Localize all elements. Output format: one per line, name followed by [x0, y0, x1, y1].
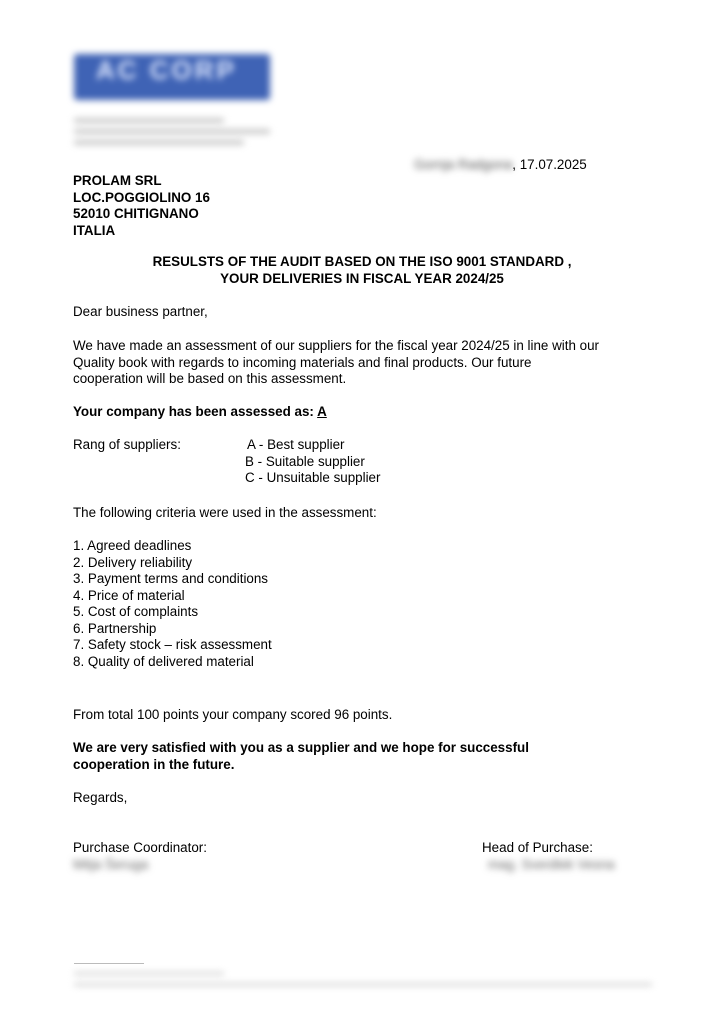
- intro-paragraph: [73, 338, 599, 388]
- recipient-company: PROLAM SRL: [73, 173, 162, 188]
- regards: Regards,: [73, 790, 128, 805]
- ranking-list: [245, 437, 380, 487]
- signature-right: [482, 840, 615, 873]
- criteria-intro: The following criteria were used in the assessment:: [73, 505, 377, 520]
- closing-line: We are very satisfied with you as a supplier and we hope for successful: [73, 740, 529, 755]
- recipient-city: 52010 CHITIGNANO: [73, 206, 199, 221]
- criteria-item: 3. Payment terms and conditions: [73, 571, 269, 586]
- recipient-country: ITALIA: [73, 222, 116, 238]
- footer-divider: [74, 963, 144, 964]
- closing-statement: [73, 740, 529, 773]
- criteria-item: 5. Cost of complaints: [73, 604, 199, 619]
- ranking-item-c: C - Unsuitable supplier: [245, 470, 381, 485]
- signature-left: [73, 840, 207, 873]
- ranking-item-b: B - Suitable supplier: [245, 453, 365, 469]
- logo-brand-text: AC CORP: [96, 55, 237, 85]
- criteria-item: 8. Quality of delivered material: [73, 653, 254, 669]
- letter-date: , 17.07.2025: [512, 157, 587, 172]
- intro-line: Quality book with regards to incoming materials and final products. Our future: [73, 354, 532, 370]
- footer-text-line: [74, 983, 652, 986]
- signature-left-title: Purchase Coordinator:: [73, 840, 207, 855]
- recipient-address: [73, 173, 210, 239]
- assessment-label: Your company has been assessed as:: [73, 404, 318, 419]
- criteria-item: 4. Price of material: [73, 587, 185, 603]
- assessment-grade: A: [317, 404, 327, 419]
- document-title-line-1: RESULSTS OF THE AUDIT BASED ON THE ISO 9001 STANDARD ,: [152, 254, 572, 269]
- document-title: [0, 254, 724, 287]
- intro-line: cooperation will be based on this assessment.: [73, 371, 347, 386]
- letter-date-line: [414, 157, 587, 174]
- document-title-line-2: YOUR DELIVERIES IN FISCAL YEAR 2024/25: [220, 270, 504, 286]
- assessment-statement: [73, 404, 327, 421]
- signature-right-title: Head of Purchase:: [482, 840, 593, 855]
- closing-line: cooperation in the future.: [73, 756, 235, 772]
- criteria-item: 7. Safety stock – risk assessment: [73, 637, 272, 652]
- criteria-list: [73, 538, 272, 670]
- recipient-street: LOC.POGGIOLINO 16: [73, 189, 210, 205]
- company-logo: [74, 54, 270, 100]
- intro-line: We have made an assessment of our suppliers for the fiscal year 2024/25 in line with our: [73, 338, 599, 353]
- letter-place: Gornja Radgona: [414, 157, 513, 172]
- company-address-block: [74, 118, 270, 151]
- signature-right-name: mag. Sverdlek Vesna: [488, 856, 615, 872]
- score-statement: From total 100 points your company scored 96 points.: [73, 707, 393, 722]
- criteria-item: 6. Partnership: [73, 620, 157, 636]
- footer-text-line: [74, 972, 224, 975]
- ranking-item-a: A - Best supplier: [247, 437, 345, 452]
- criteria-item: 1. Agreed deadlines: [73, 538, 192, 553]
- salutation: Dear business partner,: [73, 304, 208, 319]
- signature-left-name: Mitja Šeruga: [73, 856, 149, 872]
- ranking-label: Rang of suppliers:: [73, 437, 181, 452]
- criteria-item: 2. Delivery reliability: [73, 554, 193, 570]
